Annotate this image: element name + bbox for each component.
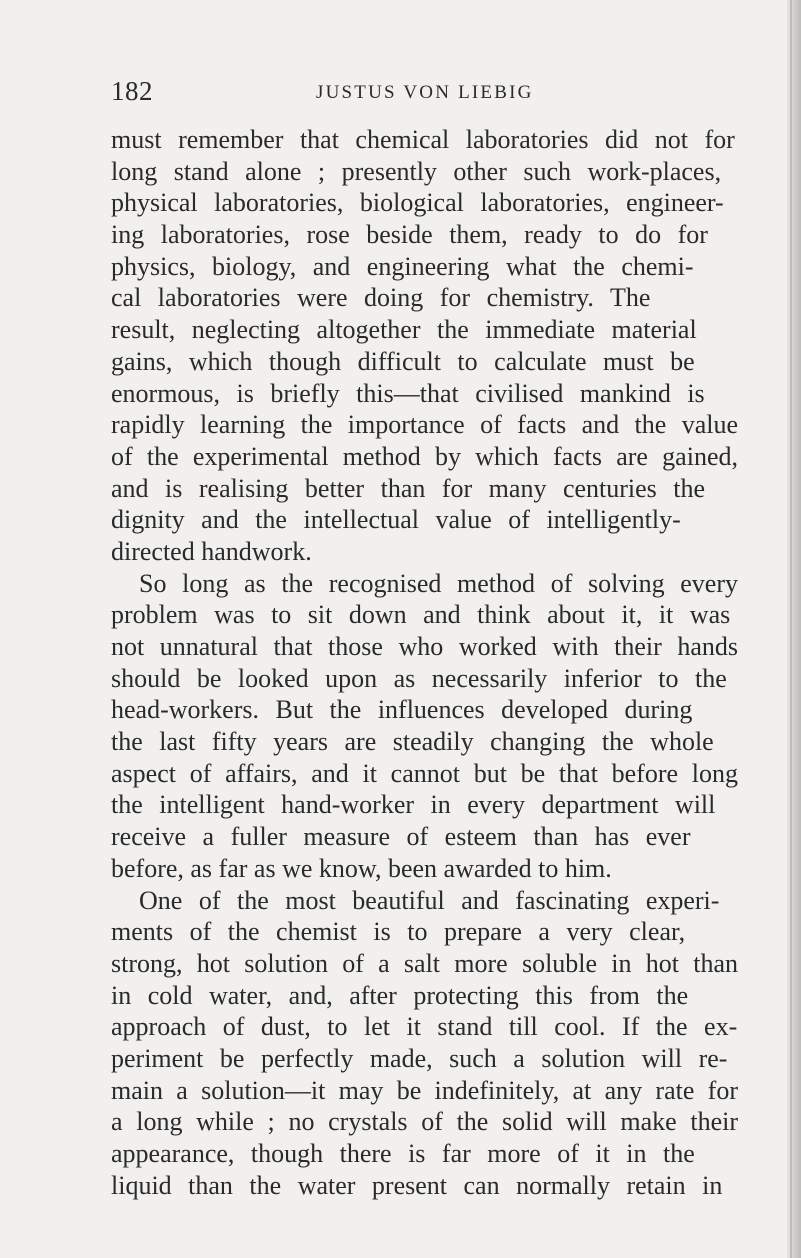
- text-line: cal laboratories were doing for chemistry. The: [111, 283, 651, 313]
- text-line: dignity and the intellectual value of intelligently-: [111, 505, 681, 535]
- text-line: head-workers. But the influences developed during: [111, 695, 693, 725]
- text-line: ments of the chemist is to prepare a very clear,: [111, 917, 686, 947]
- text-line: rapidly learning the importance of facts and the value: [111, 410, 738, 440]
- text-line: physics, biology, and engineering what the chemi-: [111, 251, 694, 281]
- text-line: enormous, is briefly this—that civilised mankind is: [111, 378, 705, 408]
- text-line: not unnatural that those who worked with their hands: [111, 632, 738, 661]
- text-line: aspect of affairs, and it cannot but be that before long: [111, 758, 738, 788]
- text-line: should be looked upon as necessarily inferior to the: [111, 663, 727, 693]
- page-header: [111, 76, 751, 108]
- running-head: JUSTUS VON LIEBIG: [316, 82, 534, 103]
- text-line: physical laboratories, biological laboratories, engineer-: [111, 188, 724, 218]
- text-line: strong, hot solution of a salt more soluble in hot than: [111, 948, 738, 978]
- text-line: result, neglecting altogether the immediate material: [111, 315, 697, 345]
- text-line: One of the most beautiful and fascinating experi-: [139, 885, 720, 915]
- text-line: gains, which though difficult to calculate must be: [111, 346, 695, 376]
- text-line: in cold water, and, after protecting this from the: [111, 980, 689, 1010]
- text-line: periment be perfectly made, such a solution will re-: [111, 1043, 728, 1073]
- text-line: problem was to sit down and think about it, it was: [111, 600, 731, 630]
- text-line: receive a fuller measure of esteem than has ever: [111, 822, 691, 852]
- text-line: long stand alone ; presently other such work-places,: [111, 156, 722, 186]
- page-edge-shadow: [787, 0, 801, 1258]
- text-line: and is realising better than for many centuries the: [111, 473, 706, 503]
- text-line: of the experimental method by which facts are gained,: [111, 441, 738, 471]
- text-line: the last fifty years are steadily changing the whole: [111, 727, 714, 757]
- text-line: must remember that chemical laboratories did not for: [111, 125, 735, 154]
- text-line: before, as far as we know, been awarded to him.: [111, 853, 612, 883]
- text-line: a long while ; no crystals of the solid will make their: [111, 1107, 738, 1137]
- text-line: So long as the recognised method of solving every: [139, 568, 738, 598]
- text-line: main a solution—it may be indefinitely, at any rate for: [111, 1075, 738, 1105]
- page-number: 182: [111, 76, 153, 106]
- text-line: the intelligent hand-worker in every department will: [111, 790, 716, 820]
- text-line: appearance, though there is far more of it in the: [111, 1139, 695, 1168]
- body-text: [111, 124, 795, 1201]
- text-line: directed handwork.: [111, 536, 312, 566]
- text-line: ing laboratories, rose beside them, ready to do for: [111, 220, 708, 250]
- text-line: approach of dust, to let it stand till cool. If the ex-: [111, 1012, 738, 1042]
- text-line: liquid than the water present can normally retain in: [111, 1170, 723, 1200]
